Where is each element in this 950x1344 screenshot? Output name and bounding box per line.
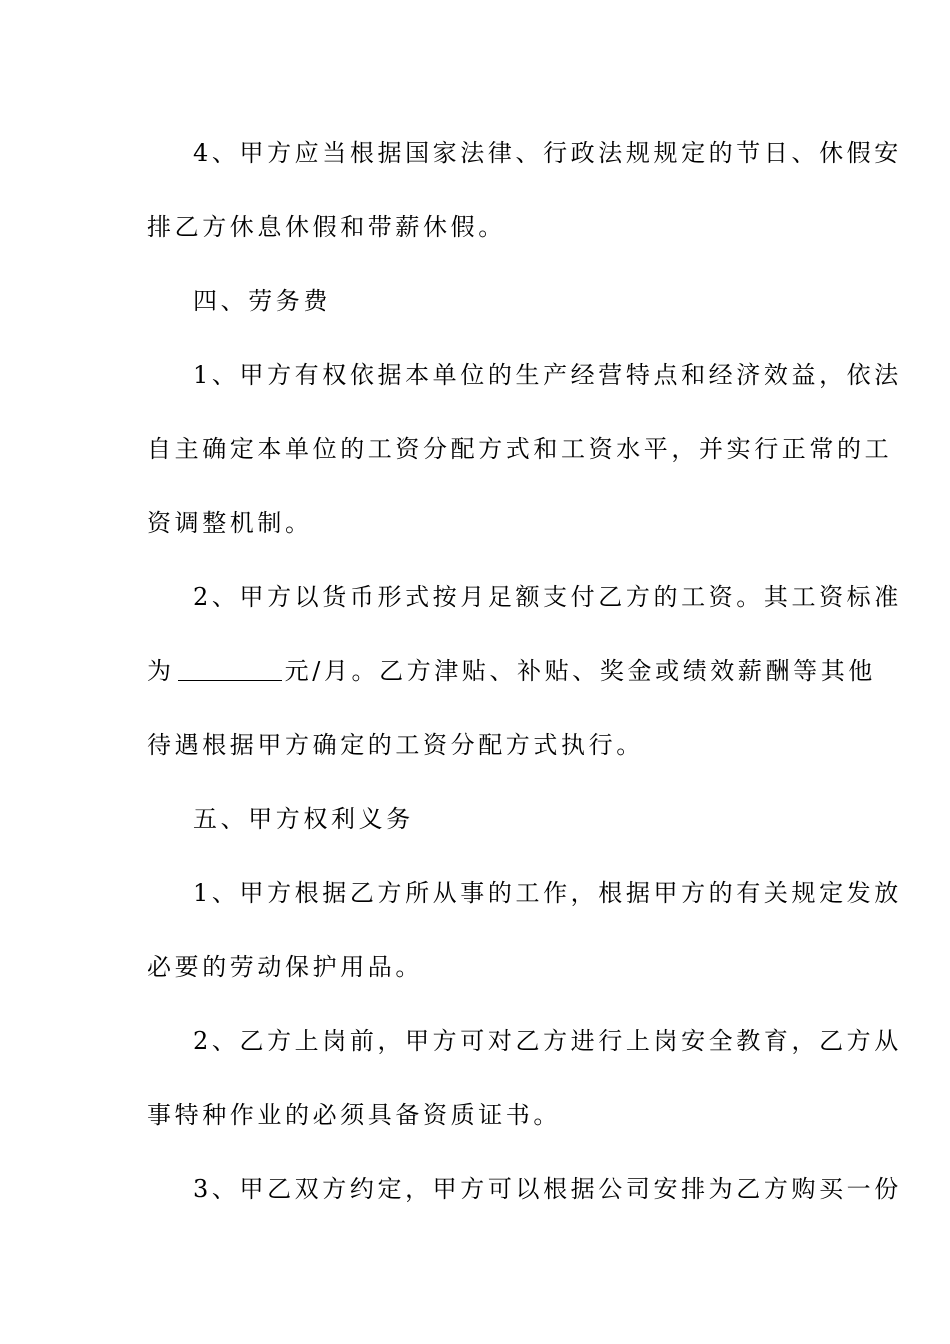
section-heading-party-a-rights: 五、甲方权利义务 xyxy=(193,805,414,833)
fee-clause-2-line-1: 2、甲方以货币形式按月足额支付乙方的工资。其工资标准 xyxy=(193,583,902,611)
rights-clause-2-line-2: 事特种作业的必须具备资质证书。 xyxy=(147,1101,561,1129)
salary-blank-field xyxy=(178,656,282,681)
rights-clause-3-line-1: 3、甲乙双方约定，甲方可以根据公司安排为乙方购买一份 xyxy=(193,1175,902,1203)
rights-clause-2-line-1: 2、乙方上岗前，甲方可对乙方进行上岗安全教育，乙方从 xyxy=(193,1027,902,1055)
section-heading-labor-fee: 四、劳务费 xyxy=(193,287,331,315)
clause-4-line-1: 4、甲方应当根据国家法律、行政法规规定的节日、休假安 xyxy=(193,139,902,167)
fee-clause-2-line-2 xyxy=(147,655,876,687)
fee-clause-1-line-1: 1、甲方有权依据本单位的生产经营特点和经济效益，依法 xyxy=(193,361,902,389)
fee-clause-2-line-3: 待遇根据甲方确定的工资分配方式执行。 xyxy=(147,731,644,759)
fee-clause-2-suffix: 元/月。乙方津贴、补贴、奖金或绩效薪酬等其他 xyxy=(284,657,876,685)
fee-clause-1-line-2: 自主确定本单位的工资分配方式和工资水平，并实行正常的工 xyxy=(147,435,893,463)
clause-4-line-2: 排乙方休息休假和带薪休假。 xyxy=(147,213,506,241)
rights-clause-1-line-1: 1、甲方根据乙方所从事的工作，根据甲方的有关规定发放 xyxy=(193,879,902,907)
fee-clause-2-prefix: 为 xyxy=(147,657,175,685)
fee-clause-1-line-3: 资调整机制。 xyxy=(147,509,313,537)
rights-clause-1-line-2: 必要的劳动保护用品。 xyxy=(147,953,423,981)
